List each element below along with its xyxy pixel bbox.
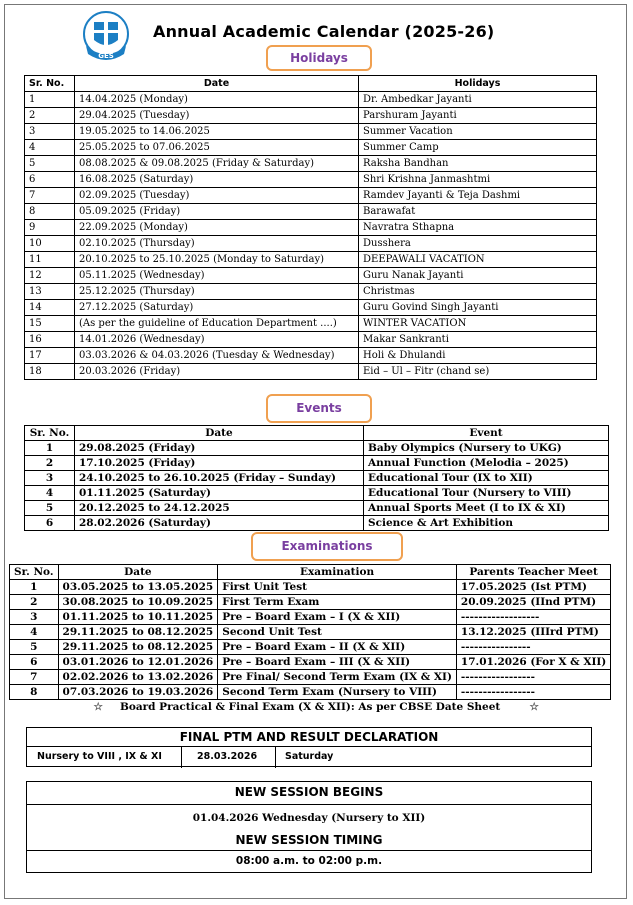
holidays-cell: 22.09.2025 (Monday) bbox=[75, 220, 359, 236]
holidays-row bbox=[25, 92, 597, 108]
holidays-cell: Navratra Sthapna bbox=[359, 220, 597, 236]
events-cell: 4 bbox=[25, 486, 75, 501]
events-cell: 24.10.2025 to 26.10.2025 (Friday – Sunday) bbox=[75, 471, 364, 486]
exams-cell: 29.11.2025 to 08.12.2025 bbox=[58, 625, 218, 640]
holidays-cell: Parshuram Jayanti bbox=[359, 108, 597, 124]
holidays-cell: 05.09.2025 (Friday) bbox=[75, 204, 359, 220]
holidays-cell: Makar Sankranti bbox=[359, 332, 597, 348]
events-cell: 20.12.2025 to 24.12.2025 bbox=[75, 501, 364, 516]
holidays-row bbox=[25, 236, 597, 252]
exams-cell: 01.11.2025 to 10.11.2025 bbox=[58, 610, 218, 625]
exams-row bbox=[10, 625, 611, 640]
holidays-row bbox=[25, 124, 597, 140]
holidays-cell: 17 bbox=[25, 348, 75, 364]
events-cell: 3 bbox=[25, 471, 75, 486]
exams-cell: 20.09.2025 (IInd PTM) bbox=[456, 595, 610, 610]
new-session-box bbox=[26, 781, 592, 873]
final-ptm-date: 28.03.2026 bbox=[197, 751, 258, 762]
col-header-date: Date bbox=[75, 426, 364, 441]
events-cell: 2 bbox=[25, 456, 75, 471]
events-cell: 28.02.2026 (Saturday) bbox=[75, 516, 364, 531]
col-header-ptm: Parents Teacher Meet bbox=[456, 565, 610, 580]
holidays-cell: 10 bbox=[25, 236, 75, 252]
holidays-heading: Holidays bbox=[266, 45, 372, 71]
examinations-table bbox=[9, 564, 611, 714]
board-exam-note: Board Practical & Final Exam (X & XII): As per CBSE Date Sheet bbox=[119, 700, 501, 713]
final-ptm-day: Saturday bbox=[285, 751, 334, 762]
exams-row bbox=[10, 640, 611, 655]
holidays-cell: 14 bbox=[25, 300, 75, 316]
events-header-row bbox=[25, 426, 609, 441]
holidays-row bbox=[25, 156, 597, 172]
events-cell: Educational Tour (Nursery to VIII) bbox=[364, 486, 609, 501]
events-row bbox=[25, 486, 609, 501]
exams-row bbox=[10, 610, 611, 625]
holidays-cell: 11 bbox=[25, 252, 75, 268]
events-cell: 6 bbox=[25, 516, 75, 531]
col-header-exam: Examination bbox=[218, 565, 457, 580]
exams-cell: First Unit Test bbox=[218, 580, 457, 595]
holidays-row bbox=[25, 284, 597, 300]
exams-row bbox=[10, 685, 611, 700]
holidays-cell: 12 bbox=[25, 268, 75, 284]
events-row bbox=[25, 441, 609, 456]
exams-cell: 5 bbox=[10, 640, 59, 655]
exams-row bbox=[10, 655, 611, 670]
holidays-row bbox=[25, 316, 597, 332]
final-ptm-classes: Nursery to VIII , IX & XI bbox=[37, 751, 162, 762]
holidays-cell: Raksha Bandhan bbox=[359, 156, 597, 172]
col-header-date: Date bbox=[58, 565, 218, 580]
exams-cell: 29.11.2025 to 08.12.2025 bbox=[58, 640, 218, 655]
holidays-row bbox=[25, 108, 597, 124]
col-header-date: Date bbox=[75, 76, 359, 92]
holidays-row bbox=[25, 332, 597, 348]
holidays-row bbox=[25, 268, 597, 284]
holidays-header-row bbox=[25, 76, 597, 92]
holidays-cell: Summer Vacation bbox=[359, 124, 597, 140]
col-header-event: Event bbox=[364, 426, 609, 441]
holidays-row bbox=[25, 364, 597, 380]
holidays-cell: (As per the guideline of Education Department ....) bbox=[75, 316, 359, 332]
holidays-cell: 2 bbox=[25, 108, 75, 124]
holidays-cell: 25.05.2025 to 07.06.2025 bbox=[75, 140, 359, 156]
events-cell: 01.11.2025 (Saturday) bbox=[75, 486, 364, 501]
holidays-cell: 14.01.2026 (Wednesday) bbox=[75, 332, 359, 348]
holidays-row bbox=[25, 172, 597, 188]
new-session-begins-text: 01.04.2026 Wednesday (Nursery to XII) bbox=[192, 812, 426, 824]
holidays-cell: 25.12.2025 (Thursday) bbox=[75, 284, 359, 300]
new-session-timing-text: 08:00 a.m. to 02:00 p.m. bbox=[235, 855, 383, 867]
exams-cell: 03.05.2025 to 13.05.2025 bbox=[58, 580, 218, 595]
exams-cell: 4 bbox=[10, 625, 59, 640]
holidays-cell: 02.10.2025 (Thursday) bbox=[75, 236, 359, 252]
holidays-row bbox=[25, 204, 597, 220]
holidays-cell: Holi & Dhulandi bbox=[359, 348, 597, 364]
exams-cell: 1 bbox=[10, 580, 59, 595]
holidays-cell: Shri Krishna Janmashtmi bbox=[359, 172, 597, 188]
exams-cell: ------------------ bbox=[456, 610, 610, 625]
holidays-cell: Christmas bbox=[359, 284, 597, 300]
events-cell: Annual Function (Melodia – 2025) bbox=[364, 456, 609, 471]
page-title: Annual Academic Calendar (2025-26) bbox=[153, 22, 495, 41]
exams-row bbox=[10, 580, 611, 595]
holidays-cell: Barawafat bbox=[359, 204, 597, 220]
holidays-cell: WINTER VACATION bbox=[359, 316, 597, 332]
exams-cell: 03.01.2026 to 12.01.2026 bbox=[58, 655, 218, 670]
holidays-cell: 13 bbox=[25, 284, 75, 300]
holidays-cell: 16.08.2025 (Saturday) bbox=[75, 172, 359, 188]
holidays-cell: Summer Camp bbox=[359, 140, 597, 156]
holidays-cell: 7 bbox=[25, 188, 75, 204]
exams-cell: ----------------- bbox=[456, 685, 610, 700]
final-ptm-heading: FINAL PTM AND RESULT DECLARATION bbox=[179, 730, 439, 744]
exams-row bbox=[10, 670, 611, 685]
holidays-table bbox=[24, 75, 597, 380]
new-session-timing-heading: NEW SESSION TIMING bbox=[235, 833, 383, 847]
holidays-cell: Guru Govind Singh Jayanti bbox=[359, 300, 597, 316]
events-cell: 5 bbox=[25, 501, 75, 516]
exams-header-row bbox=[10, 565, 611, 580]
events-cell: Baby Olympics (Nursery to UKG) bbox=[364, 441, 609, 456]
star-left-icon: ☆ bbox=[93, 700, 103, 713]
events-cell: Educational Tour (IX to XII) bbox=[364, 471, 609, 486]
holidays-cell: 9 bbox=[25, 220, 75, 236]
holidays-cell: 20.10.2025 to 25.10.2025 (Monday to Saturday) bbox=[75, 252, 359, 268]
events-row bbox=[25, 456, 609, 471]
events-table bbox=[24, 425, 609, 531]
examinations-heading: Examinations bbox=[251, 532, 403, 561]
exams-cell: 7 bbox=[10, 670, 59, 685]
exams-cell: ---------------- bbox=[456, 640, 610, 655]
col-header-sr: Sr. No. bbox=[25, 76, 75, 92]
exams-cell: Pre – Board Exam – I (X & XII) bbox=[218, 610, 457, 625]
holidays-cell: 05.11.2025 (Wednesday) bbox=[75, 268, 359, 284]
exams-cell: 07.03.2026 to 19.03.2026 bbox=[58, 685, 218, 700]
col-header-sr: Sr. No. bbox=[10, 565, 59, 580]
new-session-begins-heading: NEW SESSION BEGINS bbox=[234, 785, 384, 799]
holidays-cell: Dr. Ambedkar Jayanti bbox=[359, 92, 597, 108]
holidays-cell: 02.09.2025 (Tuesday) bbox=[75, 188, 359, 204]
exams-cell: Second Unit Test bbox=[218, 625, 457, 640]
holidays-cell: 18 bbox=[25, 364, 75, 380]
holidays-cell: 16 bbox=[25, 332, 75, 348]
holidays-cell: 03.03.2026 & 04.03.2026 (Tuesday & Wednesday) bbox=[75, 348, 359, 364]
exams-cell: 30.08.2025 to 10.09.2025 bbox=[58, 595, 218, 610]
holidays-row bbox=[25, 348, 597, 364]
exams-cell: 17.05.2025 (Ist PTM) bbox=[456, 580, 610, 595]
holidays-cell: 8 bbox=[25, 204, 75, 220]
events-row bbox=[25, 471, 609, 486]
holidays-row bbox=[25, 300, 597, 316]
holidays-cell: Dusshera bbox=[359, 236, 597, 252]
holidays-row bbox=[25, 220, 597, 236]
events-row bbox=[25, 516, 609, 531]
holidays-cell: 5 bbox=[25, 156, 75, 172]
holidays-cell: 4 bbox=[25, 140, 75, 156]
exams-cell: Pre – Board Exam – II (X & XII) bbox=[218, 640, 457, 655]
holidays-cell: 29.04.2025 (Tuesday) bbox=[75, 108, 359, 124]
holidays-row bbox=[25, 140, 597, 156]
col-header-holiday: Holidays bbox=[359, 76, 597, 92]
logo-text: GES bbox=[98, 52, 114, 60]
star-right-icon: ☆ bbox=[529, 700, 539, 713]
col-header-sr: Sr. No. bbox=[25, 426, 75, 441]
events-cell: Science & Art Exhibition bbox=[364, 516, 609, 531]
exams-cell: 17.01.2026 (For X & XII) bbox=[456, 655, 610, 670]
holidays-cell: Ramdev Jayanti & Teja Dashmi bbox=[359, 188, 597, 204]
school-logo bbox=[80, 10, 132, 62]
holidays-cell: DEEPAWALI VACATION bbox=[359, 252, 597, 268]
holidays-cell: 3 bbox=[25, 124, 75, 140]
exams-row bbox=[10, 595, 611, 610]
exams-cell: 2 bbox=[10, 595, 59, 610]
holidays-cell: 19.05.2025 to 14.06.2025 bbox=[75, 124, 359, 140]
exams-cell: 8 bbox=[10, 685, 59, 700]
exams-cell: Pre – Board Exam – III (X & XII) bbox=[218, 655, 457, 670]
holidays-cell: 15 bbox=[25, 316, 75, 332]
exams-cell: First Term Exam bbox=[218, 595, 457, 610]
holidays-cell: Eid – Ul – Fitr (chand se) bbox=[359, 364, 597, 380]
holidays-cell: 20.03.2026 (Friday) bbox=[75, 364, 359, 380]
exams-cell: ----------------- bbox=[456, 670, 610, 685]
events-cell: 17.10.2025 (Friday) bbox=[75, 456, 364, 471]
holidays-row bbox=[25, 188, 597, 204]
exams-cell: 13.12.2025 (IIIrd PTM) bbox=[456, 625, 610, 640]
exams-footer-row bbox=[10, 700, 611, 715]
holidays-cell: Guru Nanak Jayanti bbox=[359, 268, 597, 284]
exams-cell: Second Term Exam (Nursery to VIII) bbox=[218, 685, 457, 700]
exams-cell: 6 bbox=[10, 655, 59, 670]
events-heading: Events bbox=[266, 394, 372, 423]
holidays-cell: 08.08.2025 & 09.08.2025 (Friday & Saturday) bbox=[75, 156, 359, 172]
holidays-cell: 1 bbox=[25, 92, 75, 108]
holidays-cell: 14.04.2025 (Monday) bbox=[75, 92, 359, 108]
holidays-cell: 6 bbox=[25, 172, 75, 188]
events-cell: Annual Sports Meet (I to IX & XI) bbox=[364, 501, 609, 516]
exams-cell: 3 bbox=[10, 610, 59, 625]
events-cell: 1 bbox=[25, 441, 75, 456]
final-ptm-box bbox=[26, 727, 592, 767]
exams-cell: Pre Final/ Second Term Exam (IX & XI) bbox=[218, 670, 457, 685]
exams-cell: 02.02.2026 to 13.02.2026 bbox=[58, 670, 218, 685]
events-cell: 29.08.2025 (Friday) bbox=[75, 441, 364, 456]
holidays-row bbox=[25, 252, 597, 268]
events-row bbox=[25, 501, 609, 516]
holidays-cell: 27.12.2025 (Saturday) bbox=[75, 300, 359, 316]
